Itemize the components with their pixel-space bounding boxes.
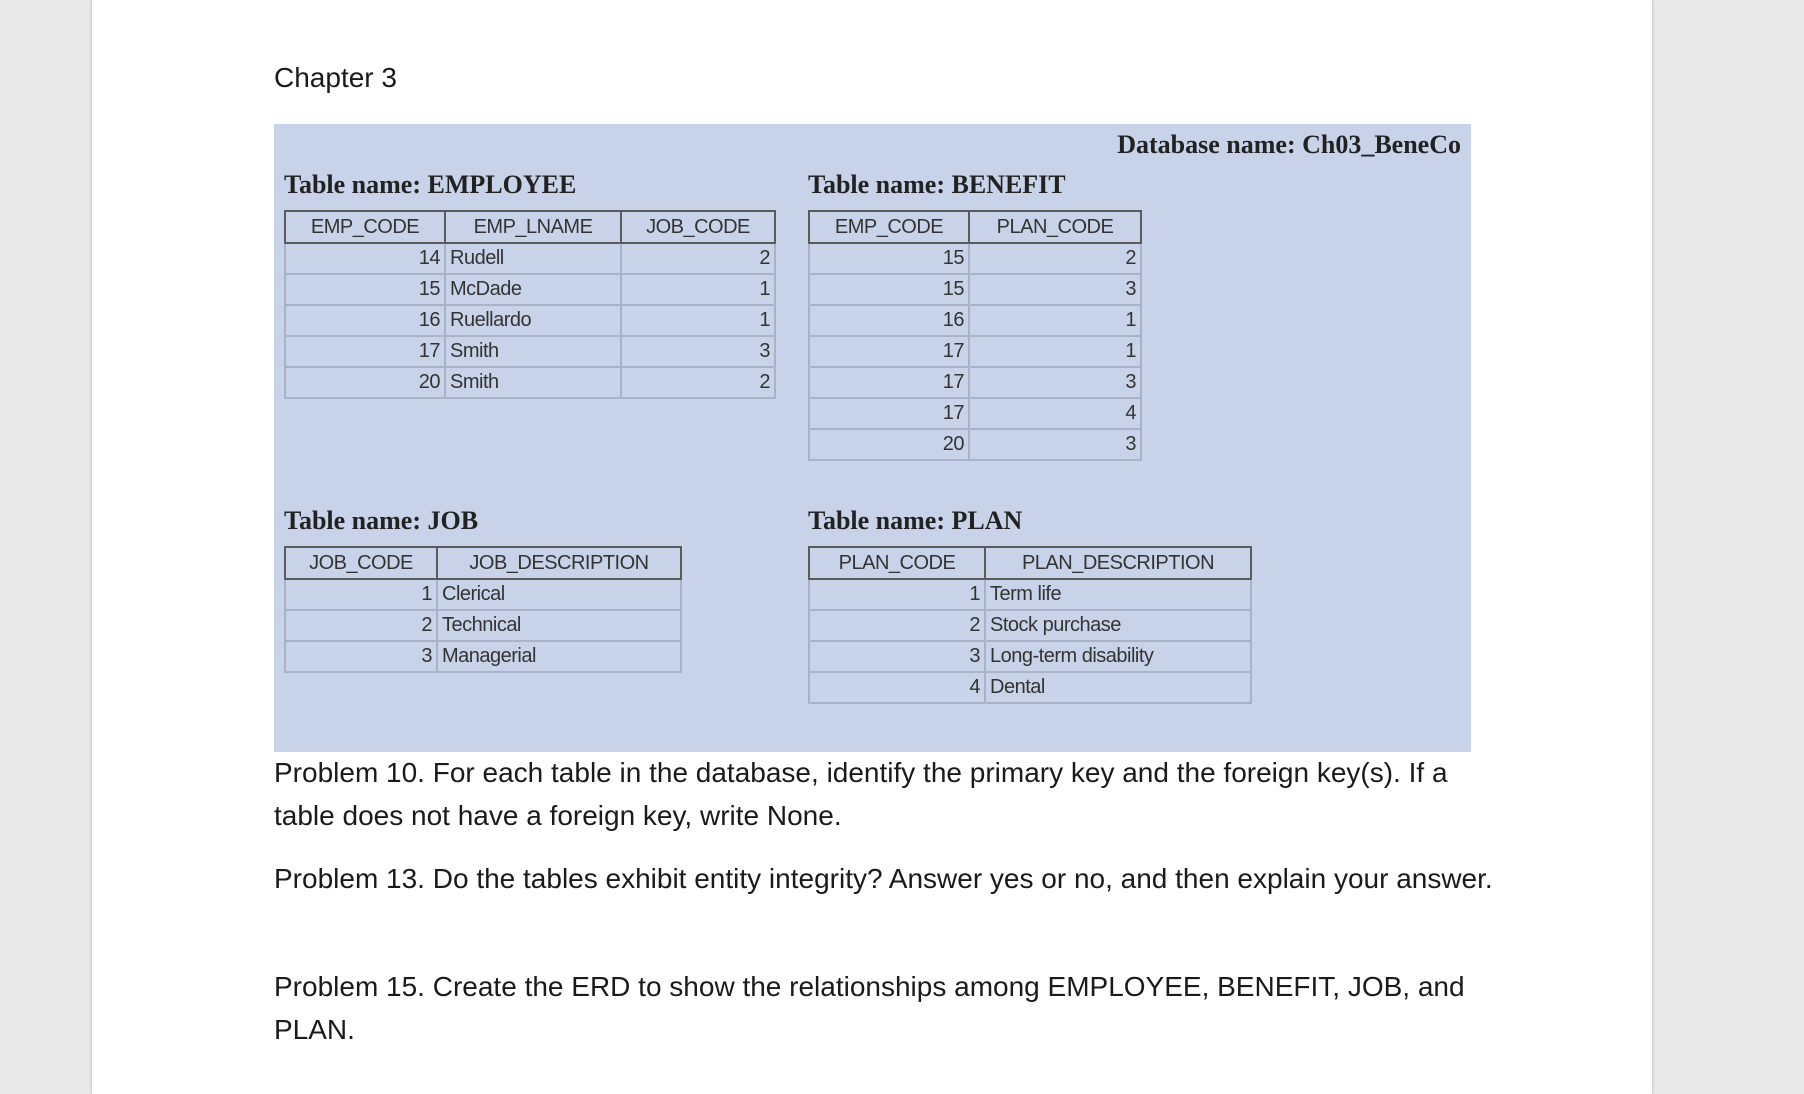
employee-table-cell: 20	[285, 367, 445, 398]
employee-table-cell: 15	[285, 274, 445, 305]
employee-table-cell: 1	[621, 274, 775, 305]
job-table-cell: 1	[285, 579, 437, 610]
benefit-table-row	[809, 398, 1141, 429]
job-table-row	[285, 610, 681, 641]
plan-table-cell: 2	[809, 610, 985, 641]
job-table-title: Table name: JOB	[284, 506, 479, 535]
job-table-cell: Clerical	[437, 579, 681, 610]
plan-table-cell: 1	[809, 579, 985, 610]
job-table	[284, 546, 682, 673]
benefit-table-cell: 3	[969, 429, 1141, 460]
employee-table-cell: Rudell	[445, 243, 621, 274]
benefit-table-cell: 3	[969, 367, 1141, 398]
benefit-table-cell: 17	[809, 367, 969, 398]
benefit-table-row	[809, 274, 1141, 305]
plan-table-cell: Term life	[985, 579, 1251, 610]
benefit-table	[808, 210, 1142, 461]
employee-table-cell: 2	[621, 243, 775, 274]
problem-15-text: Problem 15. Create the ERD to show the relationships among EMPLOYEE, BENEFIT, JOB, and PLAN.	[274, 971, 1465, 1045]
plan-column-header: PLAN_DESCRIPTION	[985, 547, 1251, 579]
plan-table-row	[809, 610, 1251, 641]
employee-table-cell: Smith	[445, 336, 621, 367]
plan-table-cell: Long-term disability	[985, 641, 1251, 672]
employee-table	[284, 210, 776, 399]
benefit-table-cell: 1	[969, 336, 1141, 367]
benefit-table-cell: 20	[809, 429, 969, 460]
benefit-table-row	[809, 336, 1141, 367]
database-figure	[274, 124, 1471, 752]
employee-column-header: EMP_LNAME	[445, 211, 621, 243]
plan-table-cell: 4	[809, 672, 985, 703]
document-page	[92, 0, 1652, 1094]
database-name: Database name: Ch03_BeneCo	[1117, 130, 1461, 159]
benefit-column-header: EMP_CODE	[809, 211, 969, 243]
plan-table-cell: 3	[809, 641, 985, 672]
job-table-cell: 3	[285, 641, 437, 672]
employee-column-header: EMP_CODE	[285, 211, 445, 243]
benefit-table-cell: 3	[969, 274, 1141, 305]
job-column-header: JOB_CODE	[285, 547, 437, 579]
employee-table-cell: Ruellardo	[445, 305, 621, 336]
benefit-table-row	[809, 429, 1141, 460]
chapter-title: Chapter 3	[274, 62, 397, 93]
benefit-table-row	[809, 367, 1141, 398]
job-table-cell: Managerial	[437, 641, 681, 672]
plan-table-row	[809, 672, 1251, 703]
employee-table-cell: 17	[285, 336, 445, 367]
benefit-table-row	[809, 305, 1141, 336]
benefit-table-cell: 16	[809, 305, 969, 336]
benefit-table-cell: 17	[809, 336, 969, 367]
employee-table-title: Table name: EMPLOYEE	[284, 170, 577, 199]
employee-table-cell: 1	[621, 305, 775, 336]
employee-column-header: JOB_CODE	[621, 211, 775, 243]
job-column-header: JOB_DESCRIPTION	[437, 547, 681, 579]
employee-table-row	[285, 243, 775, 274]
plan-table-row	[809, 641, 1251, 672]
job-table-row	[285, 641, 681, 672]
benefit-table-cell: 1	[969, 305, 1141, 336]
employee-table-cell: 3	[621, 336, 775, 367]
plan-table-cell: Dental	[985, 672, 1251, 703]
plan-table-cell: Stock purchase	[985, 610, 1251, 641]
employee-table-cell: McDade	[445, 274, 621, 305]
employee-table-cell: 2	[621, 367, 775, 398]
plan-table-row	[809, 579, 1251, 610]
employee-table-row	[285, 274, 775, 305]
job-table-cell: 2	[285, 610, 437, 641]
job-table-cell: Technical	[437, 610, 681, 641]
benefit-table-cell: 4	[969, 398, 1141, 429]
employee-table-row	[285, 305, 775, 336]
employee-table-cell: 16	[285, 305, 445, 336]
employee-table-cell: Smith	[445, 367, 621, 398]
plan-column-header: PLAN_CODE	[809, 547, 985, 579]
employee-table-row	[285, 367, 775, 398]
job-table-row	[285, 579, 681, 610]
problem-10-text: Problem 10. For each table in the database, identify the primary key and the foreign key(s). If a table does not have a foreign key, write None.	[274, 757, 1448, 831]
employee-table-cell: 14	[285, 243, 445, 274]
plan-table	[808, 546, 1252, 704]
benefit-column-header: PLAN_CODE	[969, 211, 1141, 243]
benefit-table-cell: 15	[809, 274, 969, 305]
benefit-table-cell: 15	[809, 243, 969, 274]
benefit-table-cell: 17	[809, 398, 969, 429]
benefit-table-cell: 2	[969, 243, 1141, 274]
benefit-table-row	[809, 243, 1141, 274]
benefit-table-title: Table name: BENEFIT	[808, 170, 1066, 199]
employee-table-row	[285, 336, 775, 367]
problem-13-text: Problem 13. Do the tables exhibit entity integrity? Answer yes or no, and then explain your answer.	[274, 863, 1493, 894]
plan-table-title: Table name: PLAN	[808, 506, 1023, 535]
